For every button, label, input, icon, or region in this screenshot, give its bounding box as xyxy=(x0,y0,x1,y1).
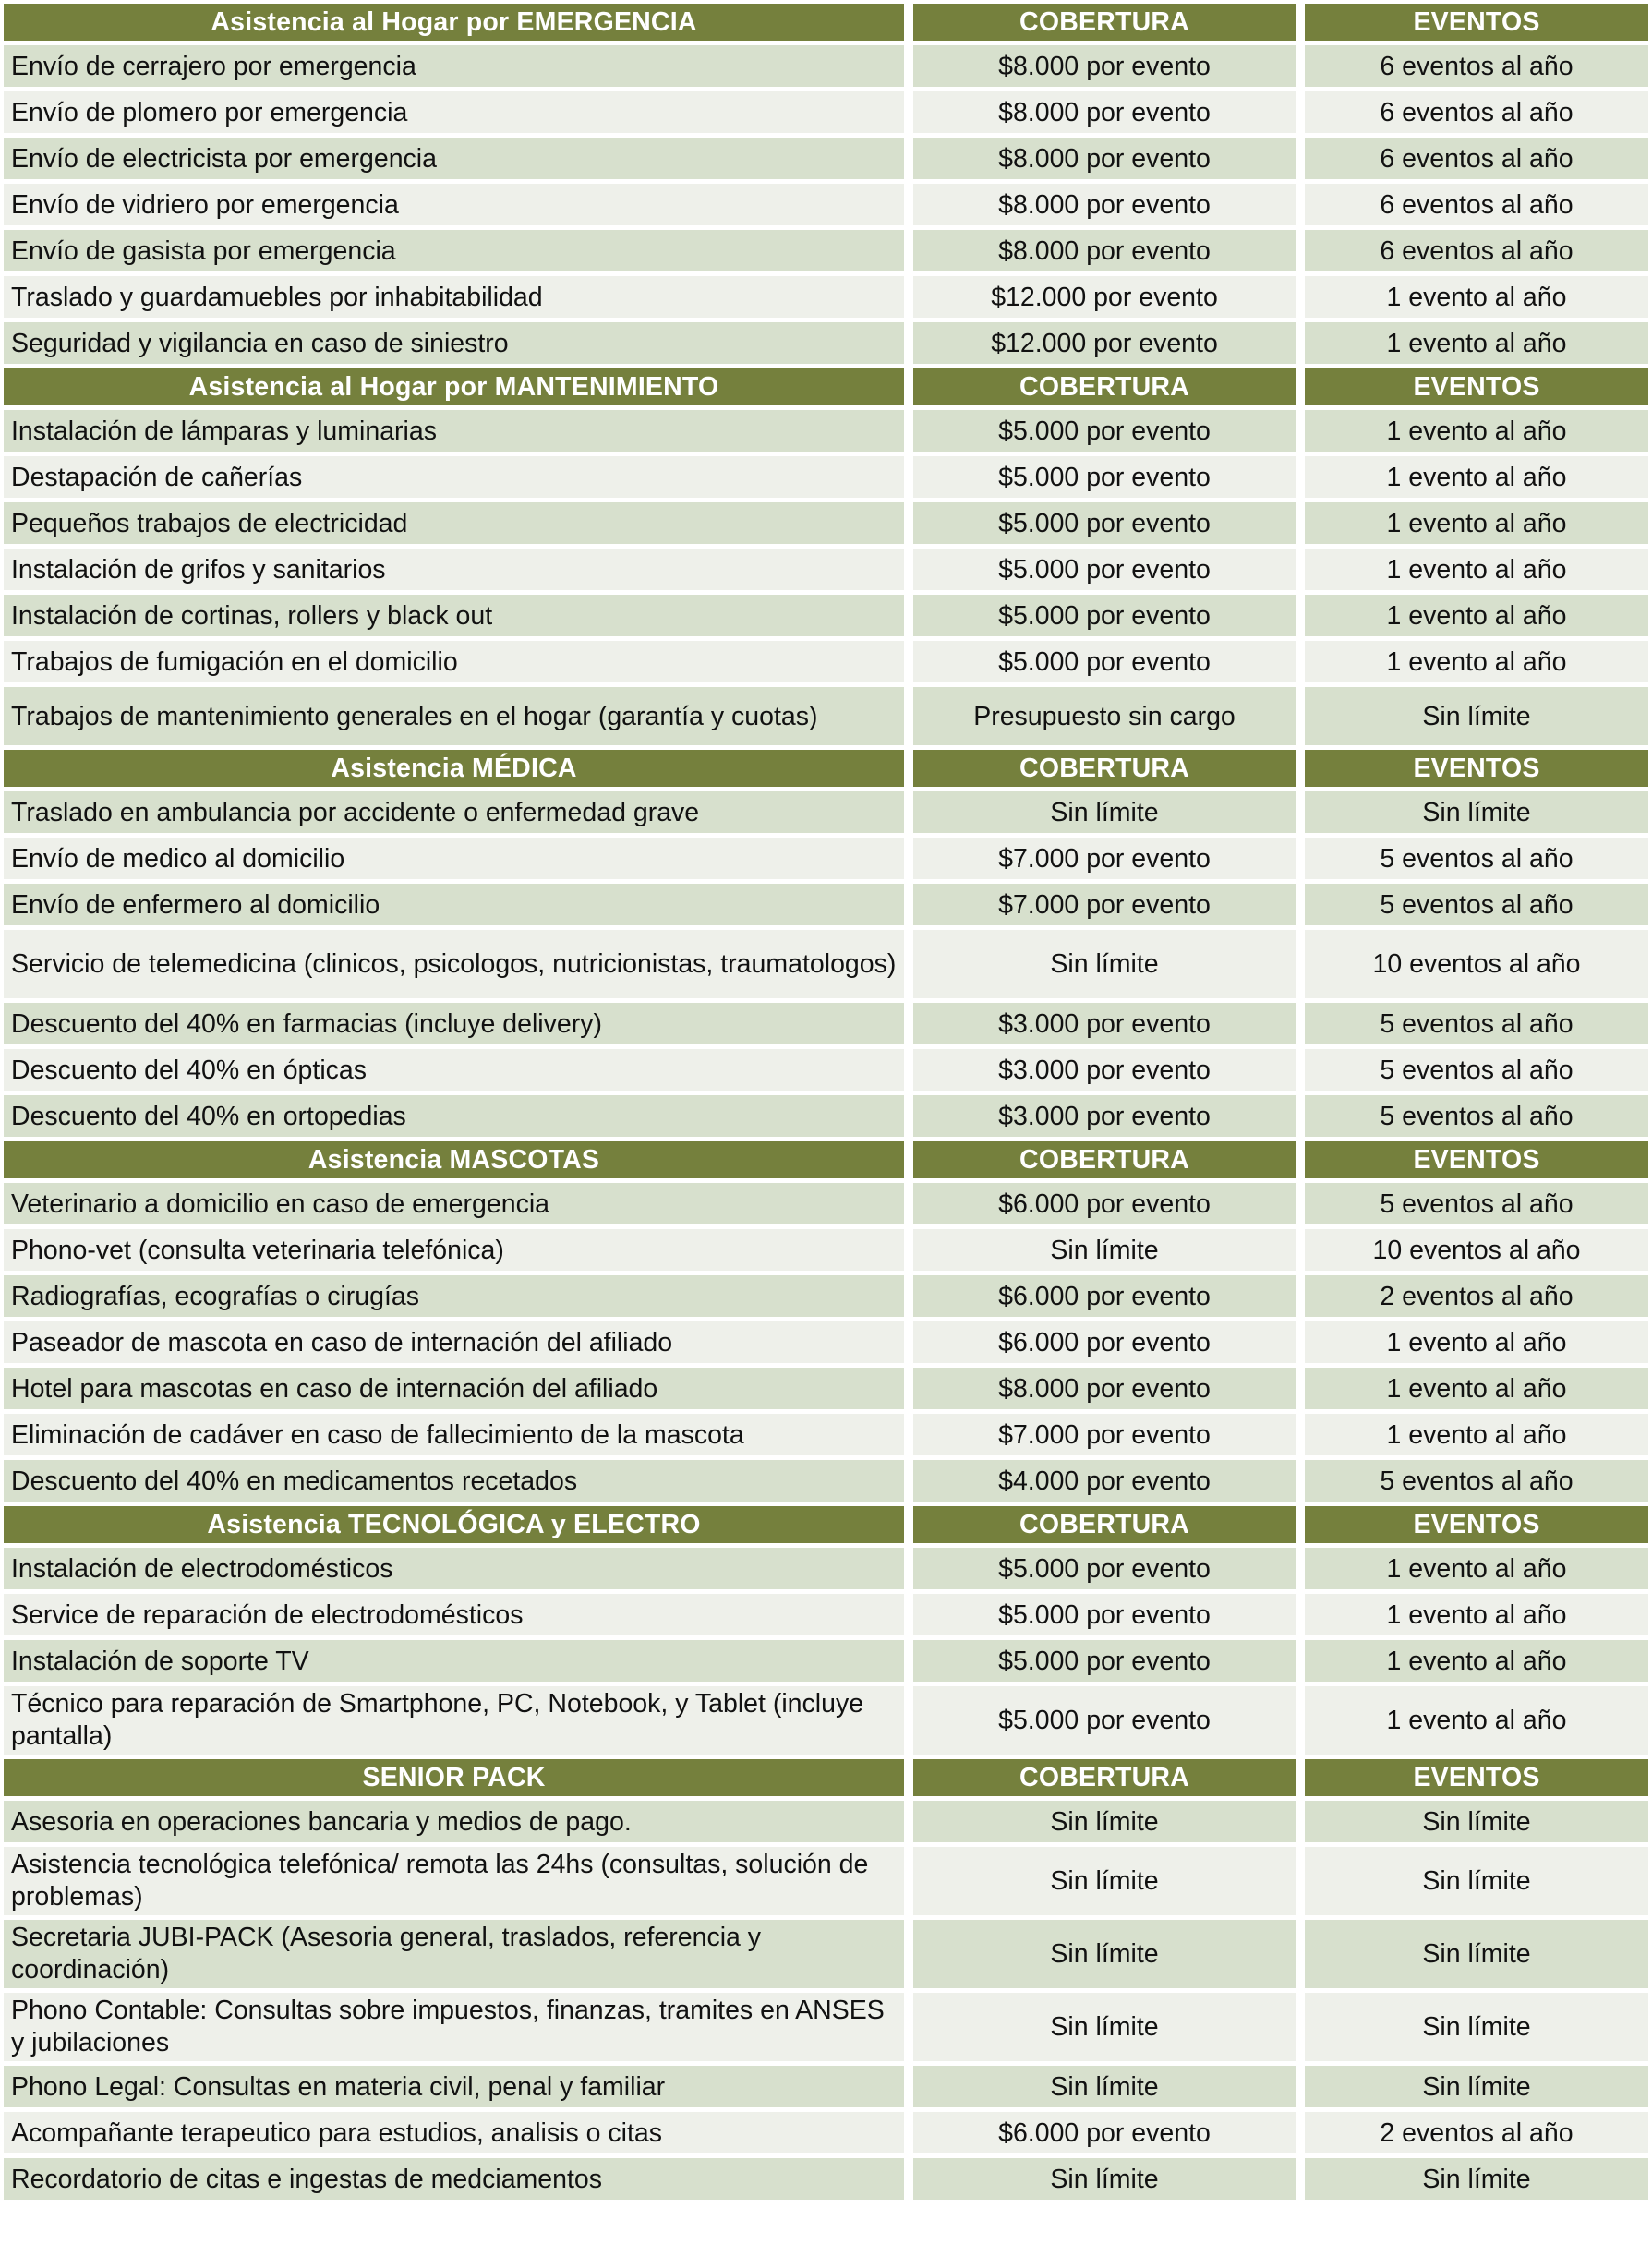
coverage-value: $5.000 por evento xyxy=(904,456,1296,498)
coverage-value: Sin límite xyxy=(904,1229,1296,1271)
table-row xyxy=(4,838,1648,879)
coverage-value: $3.000 por evento xyxy=(904,1049,1296,1091)
events-value: 1 evento al año xyxy=(1296,641,1648,682)
service-name: Servicio de telemedicina (clinicos, psicologos, nutricionistas, traumatologos) xyxy=(4,930,904,998)
coverage-value: $6.000 por evento xyxy=(904,1183,1296,1224)
service-name: Eliminación de cadáver en caso de fallecimiento de la mascota xyxy=(4,1414,904,1455)
coverage-value: Sin límite xyxy=(904,1993,1296,2061)
column-header-cobertura: COBERTURA xyxy=(904,1141,1296,1178)
events-value: Sin límite xyxy=(1296,791,1648,833)
events-value: 1 evento al año xyxy=(1296,276,1648,318)
service-name: Envío de vidriero por emergencia xyxy=(4,184,904,225)
table-row xyxy=(4,1275,1648,1317)
events-value: 1 evento al año xyxy=(1296,1321,1648,1363)
service-name: Acompañante terapeutico para estudios, analisis o citas xyxy=(4,2112,904,2153)
column-header-eventos: EVENTOS xyxy=(1296,1141,1648,1178)
coverage-value: Sin límite xyxy=(904,1847,1296,1915)
events-value: Sin límite xyxy=(1296,1847,1648,1915)
coverage-value: $4.000 por evento xyxy=(904,1460,1296,1502)
table-row xyxy=(4,91,1648,133)
column-header-cobertura: COBERTURA xyxy=(904,1506,1296,1543)
table-row xyxy=(4,595,1648,636)
service-name: Phono Legal: Consultas en materia civil, penal y familiar xyxy=(4,2066,904,2107)
table-row xyxy=(4,1640,1648,1682)
coverage-value: $12.000 por evento xyxy=(904,322,1296,364)
coverage-value: $6.000 por evento xyxy=(904,1275,1296,1317)
events-value: Sin límite xyxy=(1296,2066,1648,2107)
service-name: Phono-vet (consulta veterinaria telefónica) xyxy=(4,1229,904,1271)
coverage-value: $3.000 por evento xyxy=(904,1095,1296,1137)
events-value: 1 evento al año xyxy=(1296,1368,1648,1409)
coverage-value: Sin límite xyxy=(904,930,1296,998)
table-row xyxy=(4,884,1648,925)
service-name: Secretaria JUBI-PACK (Asesoria general, traslados, referencia y coordinación) xyxy=(4,1920,904,1988)
events-value: Sin límite xyxy=(1296,1993,1648,2061)
events-value: 1 evento al año xyxy=(1296,1640,1648,1682)
events-value: 5 eventos al año xyxy=(1296,838,1648,879)
coverage-value: $3.000 por evento xyxy=(904,1003,1296,1044)
table-row xyxy=(4,410,1648,452)
table-row xyxy=(4,1321,1648,1363)
coverage-value: $7.000 por evento xyxy=(904,884,1296,925)
column-header-eventos: EVENTOS xyxy=(1296,1759,1648,1796)
coverage-value: $8.000 por evento xyxy=(904,45,1296,87)
events-value: 10 eventos al año xyxy=(1296,930,1648,998)
coverage-value: $7.000 por evento xyxy=(904,1414,1296,1455)
service-name: Recordatorio de citas e ingestas de medciamentos xyxy=(4,2158,904,2200)
events-value: 5 eventos al año xyxy=(1296,884,1648,925)
table-row xyxy=(4,549,1648,590)
table-row xyxy=(4,456,1648,498)
section-title: Asistencia TECNOLÓGICA y ELECTRO xyxy=(4,1506,904,1543)
events-value: 1 evento al año xyxy=(1296,1686,1648,1755)
service-name: Descuento del 40% en ortopedias xyxy=(4,1095,904,1137)
events-value: 5 eventos al año xyxy=(1296,1183,1648,1224)
coverage-value: Sin límite xyxy=(904,2158,1296,2200)
events-value: 5 eventos al año xyxy=(1296,1003,1648,1044)
column-header-eventos: EVENTOS xyxy=(1296,368,1648,405)
coverage-value: $7.000 por evento xyxy=(904,838,1296,879)
service-name: Trabajos de fumigación en el domicilio xyxy=(4,641,904,682)
table-row xyxy=(4,1414,1648,1455)
coverage-value: $8.000 por evento xyxy=(904,91,1296,133)
events-value: 5 eventos al año xyxy=(1296,1460,1648,1502)
service-name: Seguridad y vigilancia en caso de siniestro xyxy=(4,322,904,364)
service-name: Asistencia tecnológica telefónica/ remota las 24hs (consultas, solución de problemas) xyxy=(4,1847,904,1915)
events-value: 1 evento al año xyxy=(1296,549,1648,590)
events-value: Sin límite xyxy=(1296,687,1648,745)
coverage-value: $5.000 por evento xyxy=(904,410,1296,452)
service-name: Descuento del 40% en ópticas xyxy=(4,1049,904,1091)
section-header xyxy=(4,1506,1648,1543)
table-row xyxy=(4,1460,1648,1502)
service-name: Traslado en ambulancia por accidente o enfermedad grave xyxy=(4,791,904,833)
events-value: 1 evento al año xyxy=(1296,1548,1648,1589)
events-value: 1 evento al año xyxy=(1296,502,1648,544)
service-name: Envío de medico al domicilio xyxy=(4,838,904,879)
service-name: Instalación de grifos y sanitarios xyxy=(4,549,904,590)
service-name: Veterinario a domicilio en caso de emergencia xyxy=(4,1183,904,1224)
events-value: Sin límite xyxy=(1296,1801,1648,1842)
table-row xyxy=(4,1548,1648,1589)
section-title: Asistencia MÉDICA xyxy=(4,750,904,787)
table-row xyxy=(4,1368,1648,1409)
section-header xyxy=(4,368,1648,405)
service-name: Descuento del 40% en medicamentos recetados xyxy=(4,1460,904,1502)
service-name: Instalación de lámparas y luminarias xyxy=(4,410,904,452)
table-row xyxy=(4,1594,1648,1635)
service-name: Pequeños trabajos de electricidad xyxy=(4,502,904,544)
column-header-cobertura: COBERTURA xyxy=(904,750,1296,787)
table-row xyxy=(4,687,1648,745)
coverage-value: Sin límite xyxy=(904,1920,1296,1988)
table-row xyxy=(4,791,1648,833)
events-value: 1 evento al año xyxy=(1296,410,1648,452)
coverage-value: $5.000 por evento xyxy=(904,502,1296,544)
service-name: Traslado y guardamuebles por inhabitabilidad xyxy=(4,276,904,318)
table-row xyxy=(4,1229,1648,1271)
events-value: 1 evento al año xyxy=(1296,322,1648,364)
coverage-value: Sin límite xyxy=(904,1801,1296,1842)
table-row xyxy=(4,1801,1648,1842)
coverage-table-body xyxy=(4,4,1648,2200)
table-row xyxy=(4,502,1648,544)
table-row xyxy=(4,230,1648,271)
section-title: Asistencia MASCOTAS xyxy=(4,1141,904,1178)
service-name: Asesoria en operaciones bancaria y medios de pago. xyxy=(4,1801,904,1842)
events-value: 6 eventos al año xyxy=(1296,138,1648,179)
table-row xyxy=(4,1920,1648,1988)
events-value: 5 eventos al año xyxy=(1296,1049,1648,1091)
events-value: 6 eventos al año xyxy=(1296,230,1648,271)
table-row xyxy=(4,322,1648,364)
section-header xyxy=(4,1141,1648,1178)
service-name: Destapación de cañerías xyxy=(4,456,904,498)
coverage-value: $8.000 por evento xyxy=(904,1368,1296,1409)
service-name: Instalación de cortinas, rollers y black out xyxy=(4,595,904,636)
coverage-value: $5.000 por evento xyxy=(904,1640,1296,1682)
coverage-value: $5.000 por evento xyxy=(904,1686,1296,1755)
events-value: 5 eventos al año xyxy=(1296,1095,1648,1137)
events-value: 2 eventos al año xyxy=(1296,2112,1648,2153)
column-header-eventos: EVENTOS xyxy=(1296,4,1648,41)
events-value: Sin límite xyxy=(1296,1920,1648,1988)
events-value: 2 eventos al año xyxy=(1296,1275,1648,1317)
section-title: Asistencia al Hogar por EMERGENCIA xyxy=(4,4,904,41)
table-row xyxy=(4,1003,1648,1044)
table-row xyxy=(4,2066,1648,2107)
table-row xyxy=(4,1847,1648,1915)
coverage-value: $8.000 por evento xyxy=(904,230,1296,271)
service-name: Trabajos de mantenimiento generales en el hogar (garantía y cuotas) xyxy=(4,687,904,745)
coverage-value: Sin límite xyxy=(904,2066,1296,2107)
coverage-value: $5.000 por evento xyxy=(904,549,1296,590)
table-row xyxy=(4,1183,1648,1224)
table-row xyxy=(4,1686,1648,1755)
service-name: Envío de gasista por emergencia xyxy=(4,230,904,271)
service-name: Instalación de soporte TV xyxy=(4,1640,904,1682)
table-row xyxy=(4,276,1648,318)
events-value: 1 evento al año xyxy=(1296,456,1648,498)
table-row xyxy=(4,641,1648,682)
table-row xyxy=(4,2112,1648,2153)
coverage-value: $12.000 por evento xyxy=(904,276,1296,318)
coverage-value: $6.000 por evento xyxy=(904,2112,1296,2153)
events-value: 1 evento al año xyxy=(1296,595,1648,636)
table-row xyxy=(4,1095,1648,1137)
coverage-value: $8.000 por evento xyxy=(904,184,1296,225)
column-header-eventos: EVENTOS xyxy=(1296,750,1648,787)
coverage-table xyxy=(4,0,1648,2204)
table-row xyxy=(4,45,1648,87)
events-value: 1 evento al año xyxy=(1296,1414,1648,1455)
events-value: 6 eventos al año xyxy=(1296,184,1648,225)
events-value: 6 eventos al año xyxy=(1296,91,1648,133)
section-title: Asistencia al Hogar por MANTENIMIENTO xyxy=(4,368,904,405)
section-title: SENIOR PACK xyxy=(4,1759,904,1796)
service-name: Radiografías, ecografías o cirugías xyxy=(4,1275,904,1317)
column-header-eventos: EVENTOS xyxy=(1296,1506,1648,1543)
coverage-value: Presupuesto sin cargo xyxy=(904,687,1296,745)
column-header-cobertura: COBERTURA xyxy=(904,4,1296,41)
service-name: Phono Contable: Consultas sobre impuestos, finanzas, tramites en ANSES y jubilaciones xyxy=(4,1993,904,2061)
service-name: Instalación de electrodomésticos xyxy=(4,1548,904,1589)
service-name: Envío de cerrajero por emergencia xyxy=(4,45,904,87)
coverage-value: $5.000 por evento xyxy=(904,1548,1296,1589)
service-name: Envío de enfermero al domicilio xyxy=(4,884,904,925)
service-name: Envío de plomero por emergencia xyxy=(4,91,904,133)
events-value: 10 eventos al año xyxy=(1296,1229,1648,1271)
table-row xyxy=(4,2158,1648,2200)
coverage-value: Sin límite xyxy=(904,791,1296,833)
coverage-value: $5.000 por evento xyxy=(904,1594,1296,1635)
coverage-value: $8.000 por evento xyxy=(904,138,1296,179)
service-name: Envío de electricista por emergencia xyxy=(4,138,904,179)
table-row xyxy=(4,184,1648,225)
section-header xyxy=(4,750,1648,787)
coverage-value: $5.000 por evento xyxy=(904,641,1296,682)
service-name: Paseador de mascota en caso de internación del afiliado xyxy=(4,1321,904,1363)
service-name: Hotel para mascotas en caso de internación del afiliado xyxy=(4,1368,904,1409)
section-header xyxy=(4,1759,1648,1796)
events-value: 1 evento al año xyxy=(1296,1594,1648,1635)
events-value: 6 eventos al año xyxy=(1296,45,1648,87)
table-row xyxy=(4,1993,1648,2061)
column-header-cobertura: COBERTURA xyxy=(904,1759,1296,1796)
table-row xyxy=(4,138,1648,179)
section-header xyxy=(4,4,1648,41)
table-row xyxy=(4,1049,1648,1091)
service-name: Descuento del 40% en farmacias (incluye delivery) xyxy=(4,1003,904,1044)
service-name: Técnico para reparación de Smartphone, PC, Notebook, y Tablet (incluye pantalla) xyxy=(4,1686,904,1755)
table-row xyxy=(4,930,1648,998)
coverage-value: $6.000 por evento xyxy=(904,1321,1296,1363)
service-name: Service de reparación de electrodomésticos xyxy=(4,1594,904,1635)
events-value: Sin límite xyxy=(1296,2158,1648,2200)
coverage-value: $5.000 por evento xyxy=(904,595,1296,636)
column-header-cobertura: COBERTURA xyxy=(904,368,1296,405)
